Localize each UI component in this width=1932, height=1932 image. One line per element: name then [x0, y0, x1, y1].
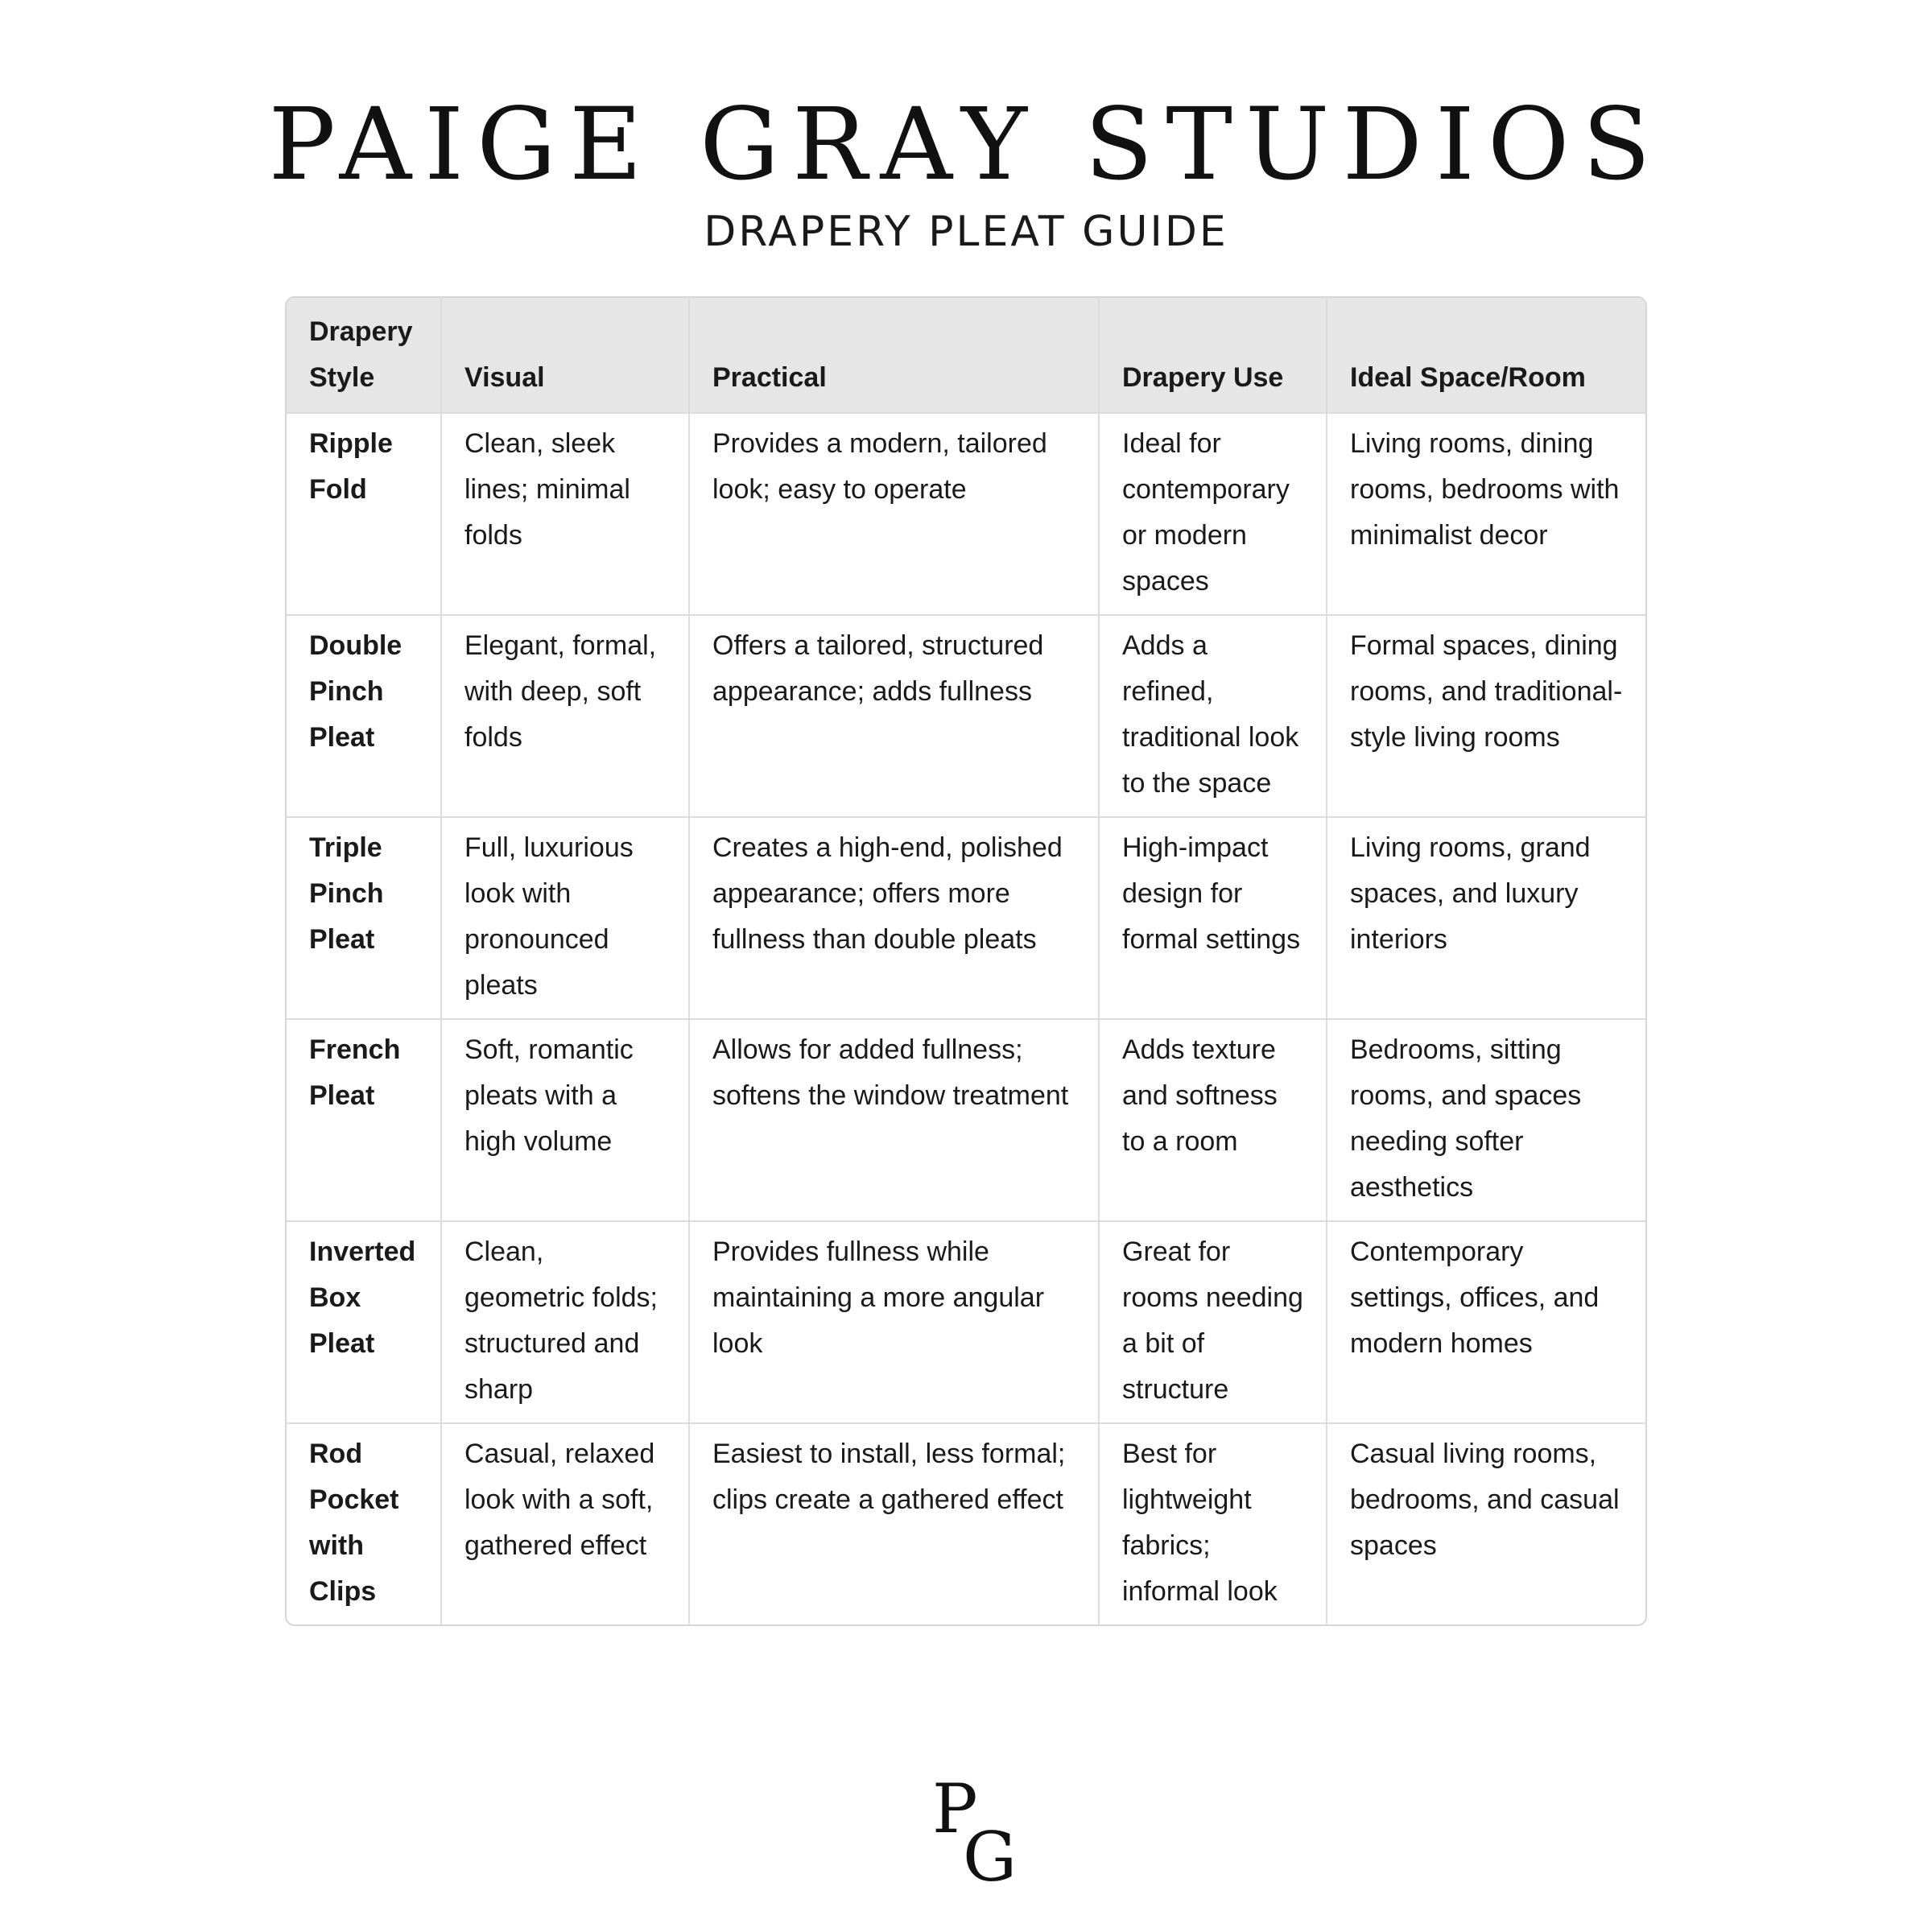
- cell-drapery-style: Triple Pinch Pleat: [287, 817, 441, 1019]
- cell-drapery-use: Ideal for contemporary or modern spaces: [1099, 413, 1327, 615]
- cell-ideal-space: Living rooms, grand spaces, and luxury interiors: [1327, 817, 1645, 1019]
- cell-drapery-style: Rod Pocket with Clips: [287, 1423, 441, 1624]
- table-body: [287, 413, 1645, 1624]
- cell-practical: Easiest to install, less formal; clips create a gathered effect: [689, 1423, 1099, 1624]
- cell-practical: Offers a tailored, structured appearance; adds fullness: [689, 615, 1099, 817]
- pleat-guide-table-container: [285, 296, 1647, 1626]
- cell-ideal-space: Contemporary settings, offices, and modern homes: [1327, 1221, 1645, 1423]
- cell-ideal-space: Bedrooms, sitting rooms, and spaces needing softer aesthetics: [1327, 1019, 1645, 1221]
- header-practical: Practical: [689, 298, 1099, 413]
- cell-visual: Full, luxurious look with pronounced pleats: [441, 817, 689, 1019]
- brand-title: PAIGE GRAY STUDIOS: [268, 87, 1664, 203]
- cell-drapery-use: Best for lightweight fabrics; informal look: [1099, 1423, 1327, 1624]
- cell-visual: Casual, relaxed look with a soft, gathered effect: [441, 1423, 689, 1624]
- cell-visual: Soft, romantic pleats with a high volume: [441, 1019, 689, 1221]
- pleat-guide-table: [287, 298, 1645, 1624]
- cell-practical: Allows for added fullness; softens the window treatment: [689, 1019, 1099, 1221]
- cell-visual: Clean, sleek lines; minimal folds: [441, 413, 689, 615]
- monogram-svg: [926, 1768, 1038, 1889]
- header-drapery-use: Drapery Use: [1099, 298, 1327, 413]
- cell-practical: Creates a high-end, polished appearance; offers more fullness than double pleats: [689, 817, 1099, 1019]
- cell-ideal-space: Casual living rooms, bedrooms, and casual spaces: [1350, 1439, 1620, 1561]
- header-visual: Visual: [441, 298, 689, 413]
- cell-drapery-style: Inverted Box Pleat: [287, 1221, 441, 1423]
- table-row: [287, 1019, 1645, 1221]
- header-ideal-space: Ideal Space/Room: [1327, 298, 1645, 413]
- table-row: [287, 1423, 1645, 1624]
- pg-monogram-logo: [926, 1768, 1038, 1889]
- cell-drapery-use: Great for rooms needing a bit of structure: [1099, 1221, 1327, 1423]
- cell-visual: Elegant, formal, with deep, soft folds: [441, 615, 689, 817]
- table-row: [287, 413, 1645, 615]
- table-row: [287, 1221, 1645, 1423]
- cell-practical: Provides a modern, tailored look; easy to operate: [689, 413, 1099, 615]
- cell-practical: Provides fullness while maintaining a more angular look: [689, 1221, 1099, 1423]
- guide-subtitle: DRAPERY PLEAT GUIDE: [704, 208, 1228, 256]
- cell-drapery-style: French Pleat: [287, 1019, 441, 1221]
- cell-drapery-use: High-impact design for formal settings: [1099, 817, 1327, 1019]
- cell-drapery-use: Adds a refined, traditional look to the space: [1099, 615, 1327, 817]
- cell-ideal-space: Formal spaces, dining rooms, and traditional-style living rooms: [1327, 615, 1645, 817]
- table-header: [287, 298, 1645, 413]
- monogram-letter-p: P: [932, 1769, 978, 1848]
- cell-drapery-use: Adds texture and softness to a room: [1099, 1019, 1327, 1221]
- table-row: [287, 817, 1645, 1019]
- cell-visual: Clean, geometric folds; structured and sharp: [441, 1221, 689, 1423]
- cell-ideal-space: Living rooms, dining rooms, bedrooms with minimalist decor: [1327, 413, 1645, 615]
- table-row: [287, 615, 1645, 817]
- cell-drapery-style: Double Pinch Pleat: [287, 615, 441, 817]
- header-drapery-style: Drapery Style: [287, 298, 441, 413]
- header-row: [287, 298, 1645, 413]
- cell-drapery-style: Ripple Fold: [287, 413, 441, 615]
- monogram-letter-g: G: [963, 1818, 1018, 1889]
